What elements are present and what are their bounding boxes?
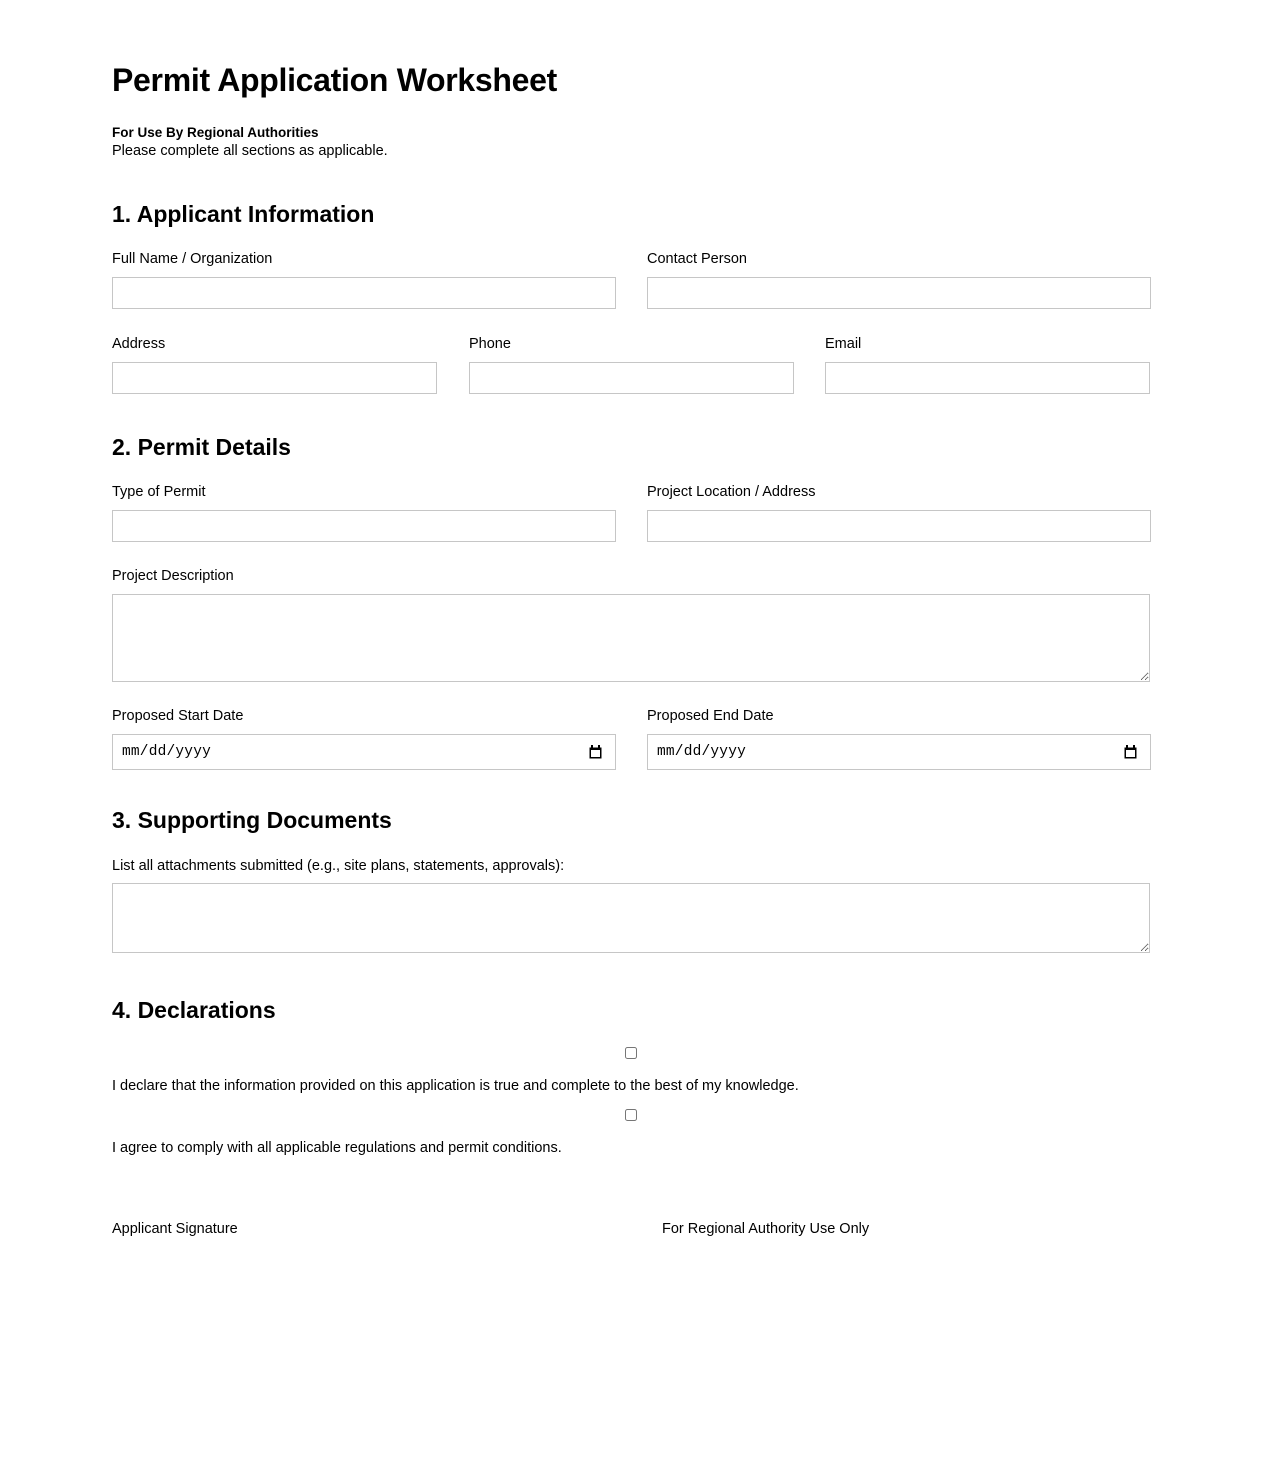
field-group-project-location [647, 483, 1151, 542]
section-heading-permit-details: 2. Permit Details [112, 433, 291, 460]
signature-row [112, 1220, 1150, 1239]
project-location-input[interactable] [647, 510, 1151, 542]
phone-label: Phone [469, 335, 511, 352]
section-declarations [112, 997, 1150, 1158]
applicant-row-secondary [112, 335, 1150, 394]
address-label: Address [112, 335, 166, 352]
page-title: Permit Application Worksheet [112, 62, 558, 98]
declaration-compliance-checkbox[interactable] [625, 1109, 637, 1121]
field-group-project-description [112, 567, 1150, 682]
contact-person-label: Contact Person [647, 251, 747, 268]
start-date-label: Proposed Start Date [112, 708, 244, 725]
applicant-signature-block [112, 1220, 662, 1239]
applicant-signature-label: Applicant Signature [112, 1221, 238, 1238]
address-input[interactable] [112, 362, 437, 394]
section-supporting-documents [112, 807, 1150, 953]
field-group-end-date [647, 707, 1151, 770]
attachments-textarea[interactable] [112, 883, 1150, 953]
declaration-truth-checkbox[interactable] [625, 1047, 637, 1059]
authority-use-block [662, 1220, 869, 1239]
end-date-label: Proposed End Date [647, 708, 774, 725]
field-group-start-date [112, 707, 616, 770]
section-heading-declarations: 4. Declarations [112, 997, 276, 1024]
email-input[interactable] [825, 362, 1150, 394]
field-group-contact-person [647, 250, 1151, 309]
declaration-item [112, 1109, 1150, 1159]
phone-input[interactable] [469, 362, 794, 394]
project-location-label: Project Location / Address [647, 484, 816, 501]
field-group-permit-type [112, 483, 616, 542]
field-group-email [825, 335, 1150, 394]
applicant-row-primary [112, 250, 1150, 309]
document-subtitle [112, 125, 1150, 161]
permit-type-input[interactable] [112, 510, 616, 542]
section-applicant-information [112, 201, 1150, 394]
end-date-placeholder-text: mm/dd/yyyy [657, 743, 747, 760]
declaration-truth-text: I declare that the information provided on this application is true and complete to the best of my knowledge. [112, 1077, 799, 1094]
permit-type-label: Type of Permit [112, 484, 206, 501]
contact-person-input[interactable] [647, 277, 1151, 309]
permit-row-primary [112, 483, 1150, 542]
field-group-phone [469, 335, 794, 394]
attachments-label: List all attachments submitted (e.g., site plans, statements, approvals): [112, 857, 565, 874]
declaration-compliance-text: I agree to comply with all applicable regulations and permit conditions. [112, 1139, 562, 1156]
email-label: Email [825, 335, 862, 352]
start-date-placeholder-text: mm/dd/yyyy [122, 743, 212, 760]
full-name-input[interactable] [112, 277, 616, 309]
calendar-icon[interactable] [589, 745, 602, 759]
declaration-checkbox-wrap [112, 1109, 1150, 1121]
section-permit-details [112, 434, 1150, 770]
permit-date-row [112, 707, 1150, 770]
field-group-full-name [112, 250, 616, 309]
section-heading-supporting-documents: 3. Supporting Documents [112, 806, 392, 833]
section-heading-applicant-information: 1. Applicant Information [112, 200, 375, 227]
end-date-input[interactable] [647, 734, 1151, 770]
declaration-checkbox-wrap [112, 1047, 1150, 1059]
authority-use-label: For Regional Authority Use Only [662, 1221, 870, 1238]
subtitle-strong: For Use By Regional Authorities [112, 124, 319, 140]
project-description-label: Project Description [112, 568, 234, 585]
start-date-input[interactable] [112, 734, 616, 770]
declaration-item [112, 1047, 1150, 1097]
calendar-icon[interactable] [1124, 745, 1137, 759]
field-group-address [112, 335, 437, 394]
subtitle-instruction: Please complete all sections as applicable. [112, 142, 388, 159]
project-description-textarea[interactable] [112, 594, 1150, 682]
full-name-label: Full Name / Organization [112, 251, 273, 268]
